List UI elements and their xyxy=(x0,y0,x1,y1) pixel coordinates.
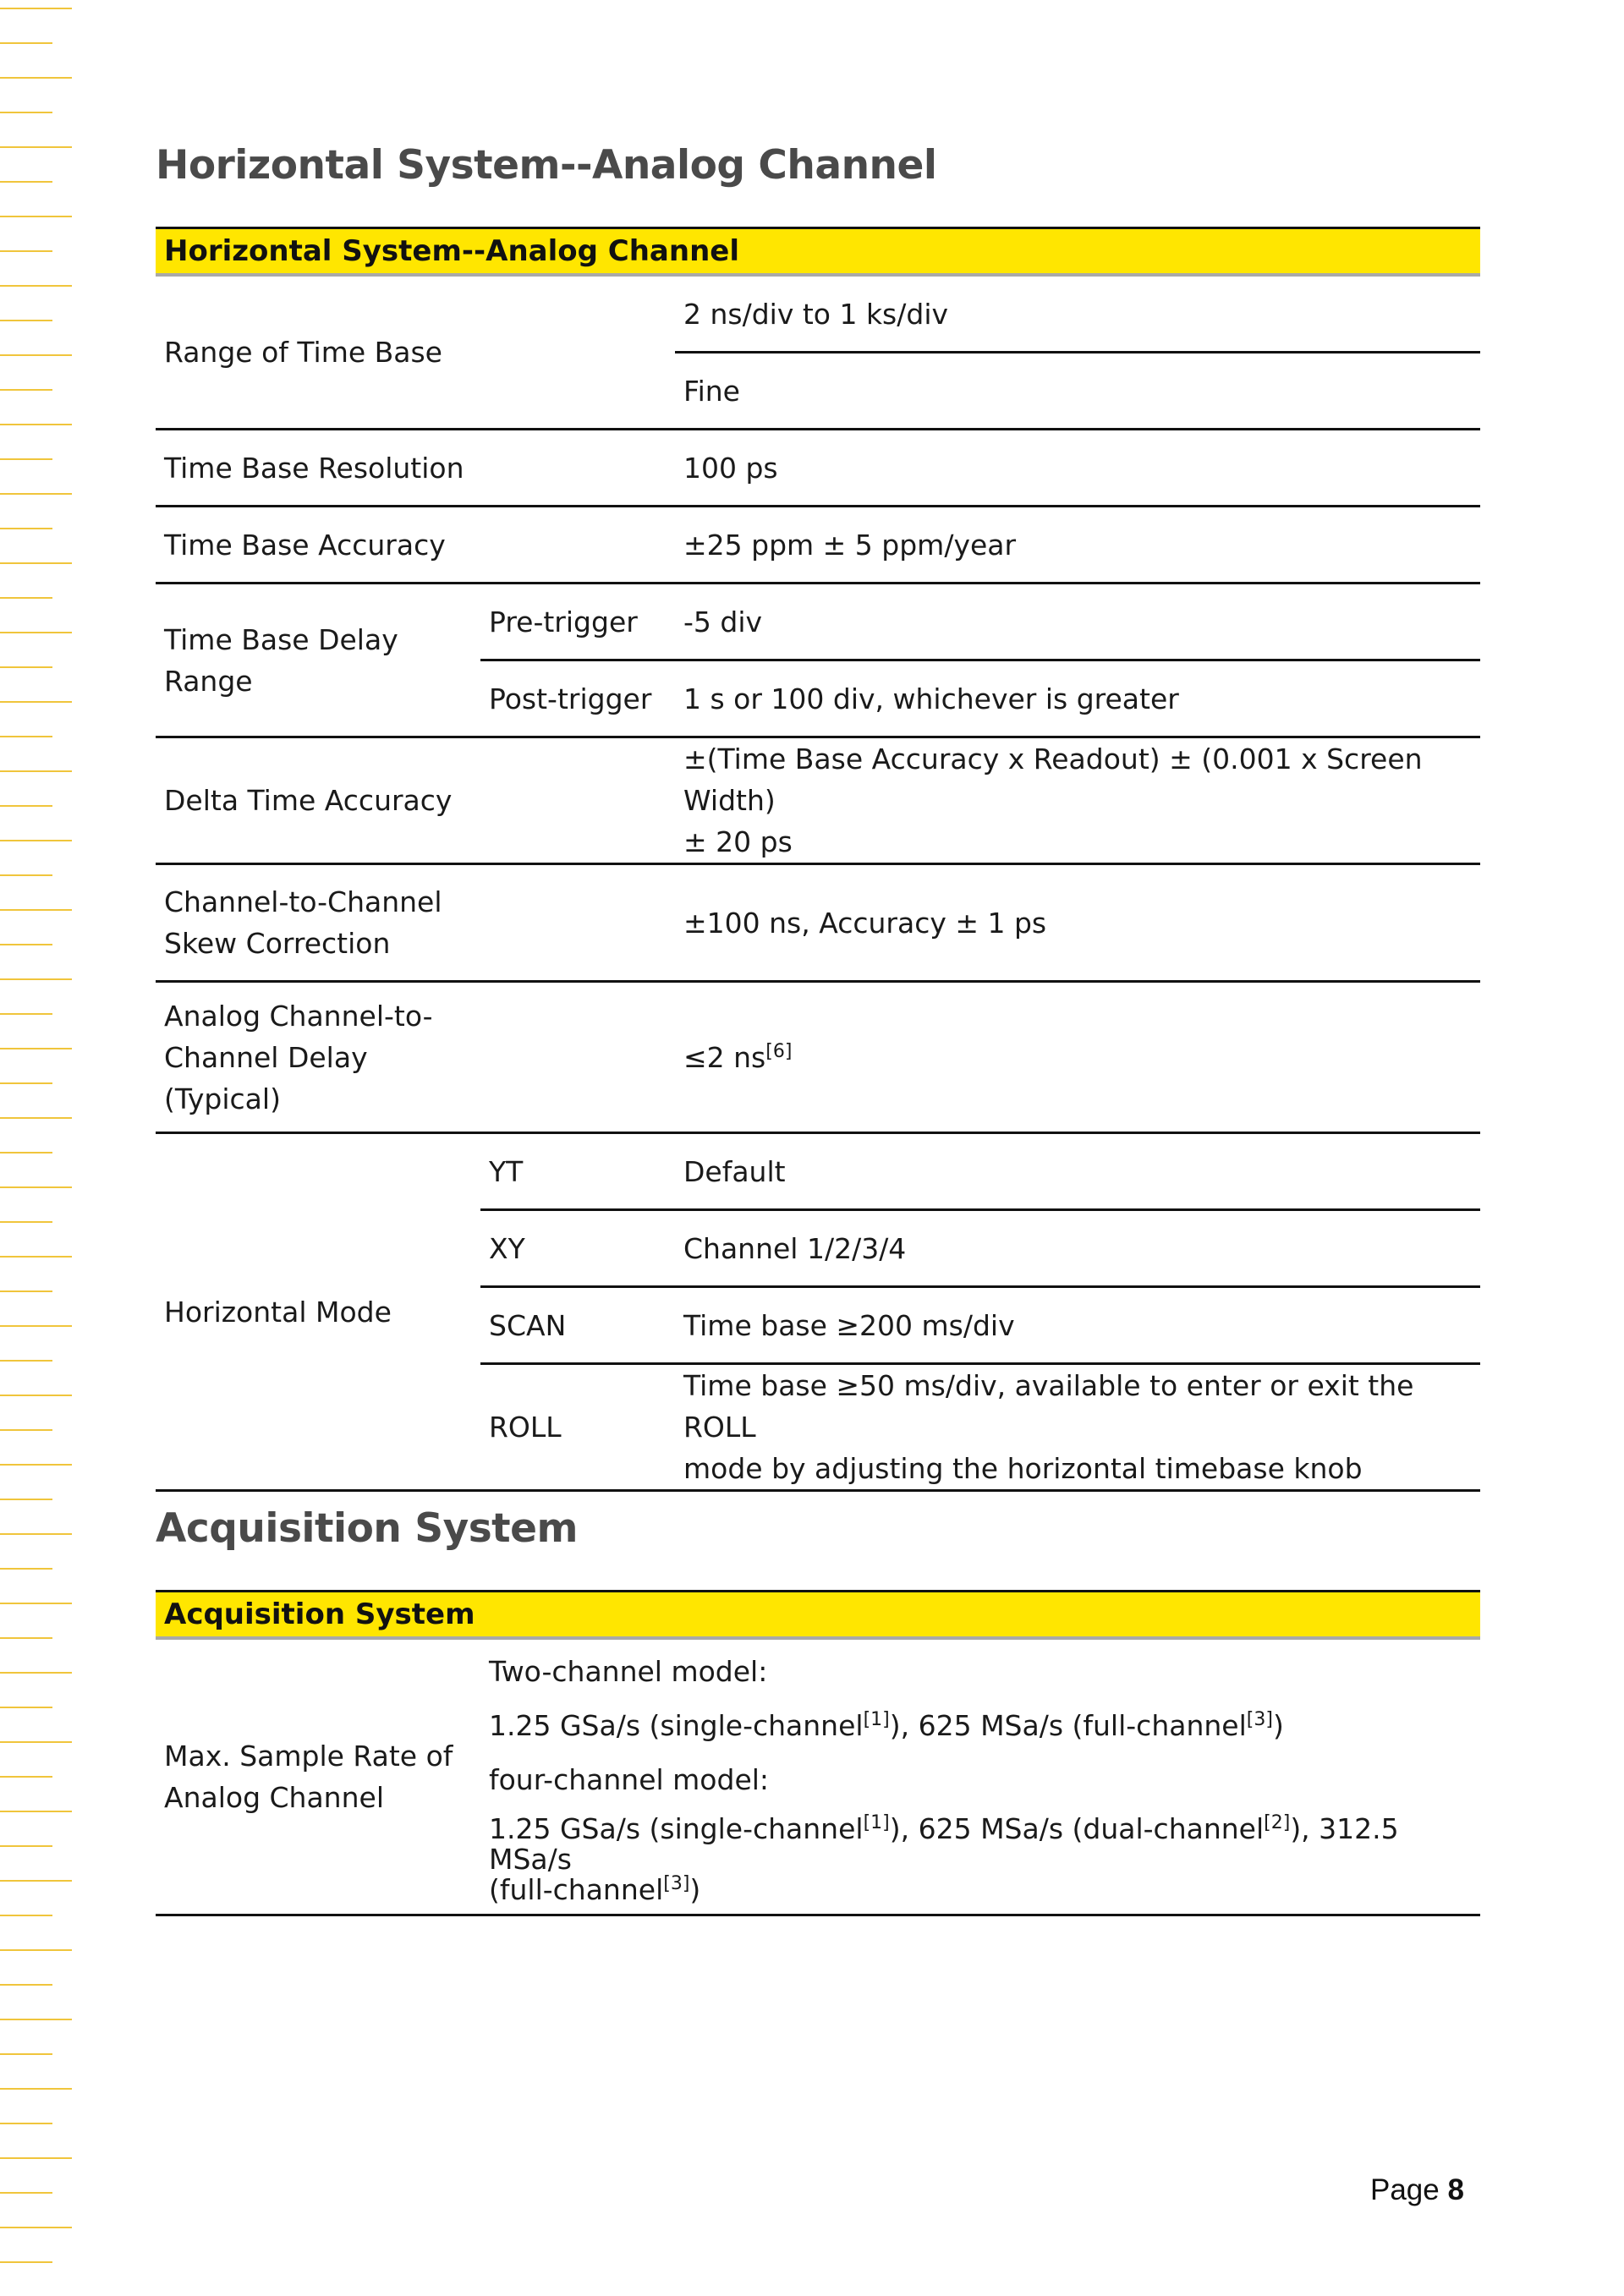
value-text: 1.25 GSa/s (single-channel xyxy=(489,1812,864,1845)
value-text: ) xyxy=(689,1873,701,1906)
footnote-ref: [3] xyxy=(663,1873,690,1894)
value-text: 1.25 GSa/s (single-channel xyxy=(489,1709,864,1742)
footnote-ref: [2] xyxy=(1264,1812,1291,1833)
row-sublabel-post-trigger: Post-trigger xyxy=(480,660,675,737)
page-label: Page xyxy=(1370,2173,1440,2206)
value-line xyxy=(489,1814,1472,1875)
margin-ruler-decoration xyxy=(0,0,102,2296)
row-label-time-base-accuracy: Time Base Accuracy xyxy=(156,507,480,584)
value-line: ±(Time Base Accuracy x Readout) ± (0.001 x Screen Width) xyxy=(683,743,1423,817)
table-row xyxy=(156,1638,1480,1915)
acquisition-system-table xyxy=(156,1590,1480,1916)
row-label-delta-time-accuracy: Delta Time Accuracy xyxy=(156,737,480,864)
row-label-horizontal-mode: Horizontal Mode xyxy=(156,1133,480,1491)
value-text: ), 312.5 MSa/s xyxy=(489,1812,1399,1876)
label-line: Channel Delay xyxy=(164,1040,368,1074)
row-label-channel-delay xyxy=(156,982,480,1133)
label-line: (Typical) xyxy=(164,1082,281,1115)
horizontal-system-table xyxy=(156,227,1480,1492)
table-row xyxy=(156,275,1480,353)
row-value-yt: Default xyxy=(675,1133,1480,1210)
row-value-time-base-accuracy: ±25 ppm ± 5 ppm/year xyxy=(675,507,1480,584)
value-line: four-channel model: xyxy=(489,1763,770,1796)
row-value-delta-time-accuracy xyxy=(675,737,1480,864)
table-header-row xyxy=(156,228,1480,276)
value-text: ), 625 MSa/s (full-channel xyxy=(889,1709,1247,1742)
row-label-skew-correction xyxy=(156,864,480,982)
value-line xyxy=(489,1875,1472,1905)
row-value-roll xyxy=(675,1364,1480,1491)
footnote-ref: [1] xyxy=(863,1812,890,1833)
row-value-channel-delay xyxy=(675,982,1480,1133)
table-row xyxy=(156,584,1480,660)
value-text: ) xyxy=(1272,1709,1284,1742)
row-value-xy: Channel 1/2/3/4 xyxy=(675,1210,1480,1287)
value-line: Time base ≥50 ms/div, available to enter or exit the ROLL xyxy=(683,1369,1414,1444)
row-sublabel-pre-trigger: Pre-trigger xyxy=(480,584,675,660)
row-value-time-base-resolution: 100 ps xyxy=(675,430,1480,507)
value-text: ≤2 ns xyxy=(683,1040,766,1074)
table-row xyxy=(156,737,1480,864)
table-row xyxy=(156,1133,1480,1210)
value-line: ± 20 ps xyxy=(683,825,793,858)
label-line: Analog Channel xyxy=(164,1781,384,1814)
value-text: ), 625 MSa/s (dual-channel xyxy=(889,1812,1265,1845)
row-value-max-sample-rate xyxy=(480,1638,1480,1915)
row-value-scan: Time base ≥200 ms/div xyxy=(675,1287,1480,1364)
row-sublabel-xy: XY xyxy=(480,1210,675,1287)
row-sublabel-yt: YT xyxy=(480,1133,675,1210)
section-heading-acquisition: Acquisition System xyxy=(156,1505,579,1552)
row-value-fine: Fine xyxy=(675,353,1480,430)
row-value-pre-trigger: -5 div xyxy=(675,584,1480,660)
row-label-time-base-resolution: Time Base Resolution xyxy=(156,430,480,507)
footnote-ref: [3] xyxy=(1246,1709,1273,1730)
table-row xyxy=(156,864,1480,982)
row-label-time-base-delay-range: Time Base Delay Range xyxy=(156,584,480,737)
row-value-post-trigger: 1 s or 100 div, whichever is greater xyxy=(675,660,1480,737)
page-number xyxy=(1370,2173,1464,2207)
row-label-range-of-time-base: Range of Time Base xyxy=(156,275,480,430)
value-line xyxy=(489,1699,1472,1753)
page-number-value: 8 xyxy=(1447,2173,1464,2206)
value-line: mode by adjusting the horizontal timebase knob xyxy=(683,1452,1363,1485)
row-value-skew-correction: ±100 ns, Accuracy ± 1 ps xyxy=(675,864,1480,982)
footnote-ref: [1] xyxy=(863,1709,890,1730)
label-line: Skew Correction xyxy=(164,927,391,960)
table-header-title: Horizontal System--Analog Channel xyxy=(156,228,1480,276)
row-sublabel-scan: SCAN xyxy=(480,1287,675,1364)
value-text: (full-channel xyxy=(489,1873,664,1906)
table-header-row xyxy=(156,1592,1480,1639)
table-row xyxy=(156,507,1480,584)
label-line: Max. Sample Rate of xyxy=(164,1740,453,1773)
label-line: Channel-to-Channel xyxy=(164,885,442,918)
table-header-title: Acquisition System xyxy=(156,1592,1480,1639)
section-heading-horizontal: Horizontal System--Analog Channel xyxy=(156,142,937,189)
label-line: Analog Channel-to- xyxy=(164,999,433,1033)
row-value-range: 2 ns/div to 1 ks/div xyxy=(675,275,1480,353)
row-label-max-sample-rate xyxy=(156,1638,480,1915)
row-sublabel-roll: ROLL xyxy=(480,1364,675,1491)
table-row xyxy=(156,982,1480,1133)
value-line: Two-channel model: xyxy=(489,1655,768,1688)
footnote-ref: [6] xyxy=(765,1040,793,1062)
table-row xyxy=(156,430,1480,507)
